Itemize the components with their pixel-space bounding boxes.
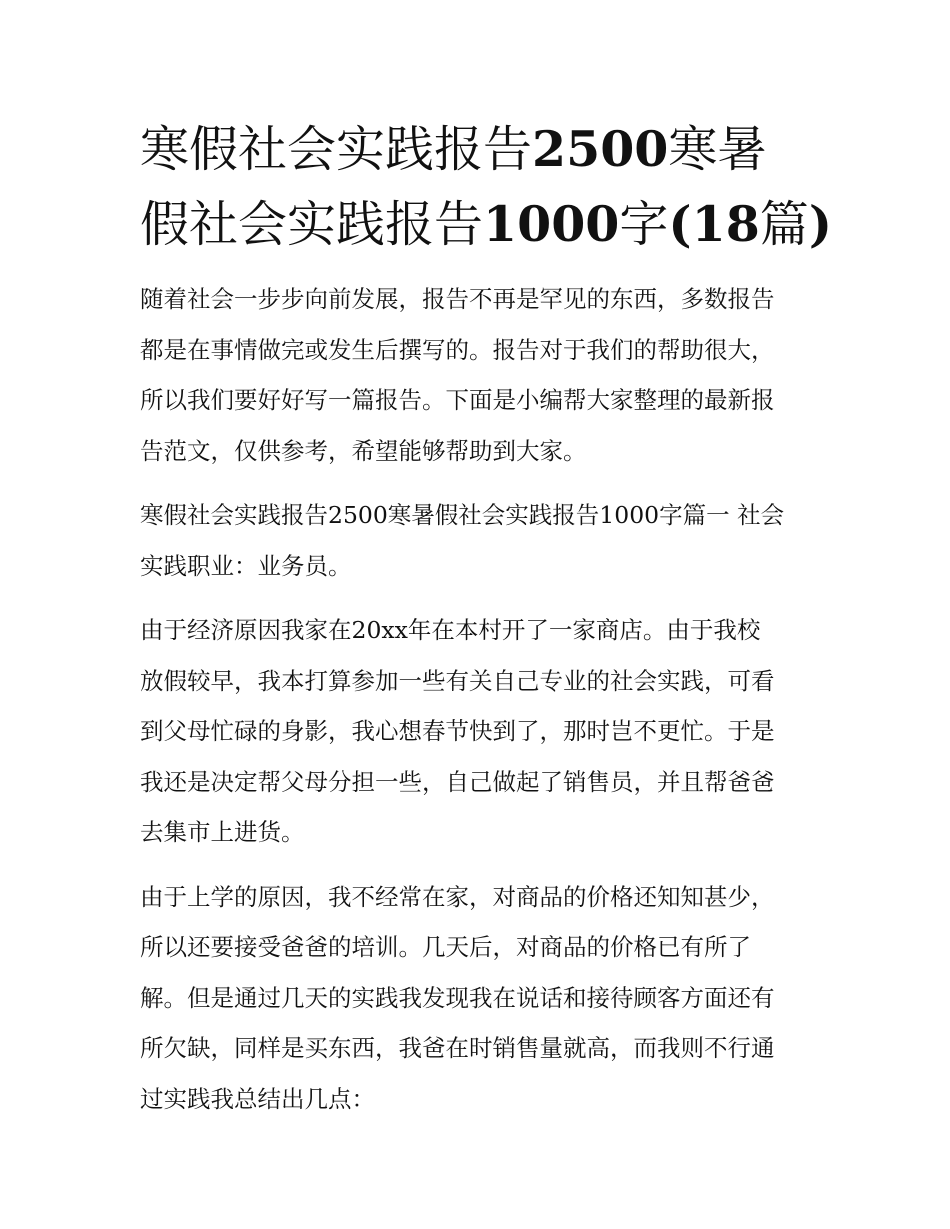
document-title bbox=[140, 112, 832, 262]
text-line: 我还是决定帮父母分担一些，自己做起了销售员，并且帮爸爸 bbox=[140, 767, 775, 796]
title-line-2: 假社会实践报告1000字(18篇) bbox=[140, 195, 832, 253]
text-line: 去集市上进货。 bbox=[140, 818, 305, 846]
paragraph-section-heading bbox=[140, 490, 812, 591]
paragraph-intro bbox=[140, 274, 812, 476]
text-line: 由于经济原因我家在20xx年在本村开了一家商店。由于我校 bbox=[140, 616, 761, 644]
title-number-1000: 1000 bbox=[483, 195, 620, 253]
text-line: 由于上学的原因，我不经常在家，对商品的价格还知知甚少， bbox=[140, 882, 775, 911]
text-line: 实践职业：业务员。 bbox=[140, 551, 352, 580]
text-line: 到父母忙碌的身影，我心想春节快到了，那时岂不更忙。于是 bbox=[140, 717, 775, 745]
text-line: 所欠缺，同样是买东西，我爸在时销售量就高，而我则不行通 bbox=[140, 1034, 775, 1062]
text-line: 随着社会一步步向前发展，报告不再是罕见的东西，多数报告 bbox=[140, 285, 775, 313]
document-page bbox=[140, 112, 832, 1124]
title-count: (18 bbox=[668, 195, 760, 253]
text-line: 都是在事情做完或发生后撰写的。报告对于我们的帮助很大， bbox=[140, 335, 775, 364]
text-line: 过实践我总结出几点： bbox=[140, 1084, 375, 1113]
text-line: 解。但是通过几天的实践我发现我在说话和接待顾客方面还有 bbox=[140, 983, 775, 1012]
text-line: 寒假社会实践报告2500寒暑假社会实践报告1000字篇一 社会 bbox=[140, 501, 785, 529]
title-paren: ) bbox=[808, 195, 832, 253]
title-line-1: 寒假社会实践报告2500寒暑 bbox=[140, 120, 767, 178]
text-line: 放假较早，我本打算参加一些有关自己专业的社会实践，可看 bbox=[140, 666, 775, 695]
title-number-2500: 2500 bbox=[532, 120, 669, 178]
text-line: 所以还要接受爸爸的培训。几天后，对商品的价格已有所了 bbox=[140, 933, 751, 961]
text-line: 告范文，仅供参考，希望能够帮助到大家。 bbox=[140, 436, 587, 465]
paragraph-background bbox=[140, 605, 812, 858]
text-line: 所以我们要好好写一篇报告。下面是小编帮大家整理的最新报 bbox=[140, 386, 775, 414]
paragraph-experience bbox=[140, 872, 812, 1125]
